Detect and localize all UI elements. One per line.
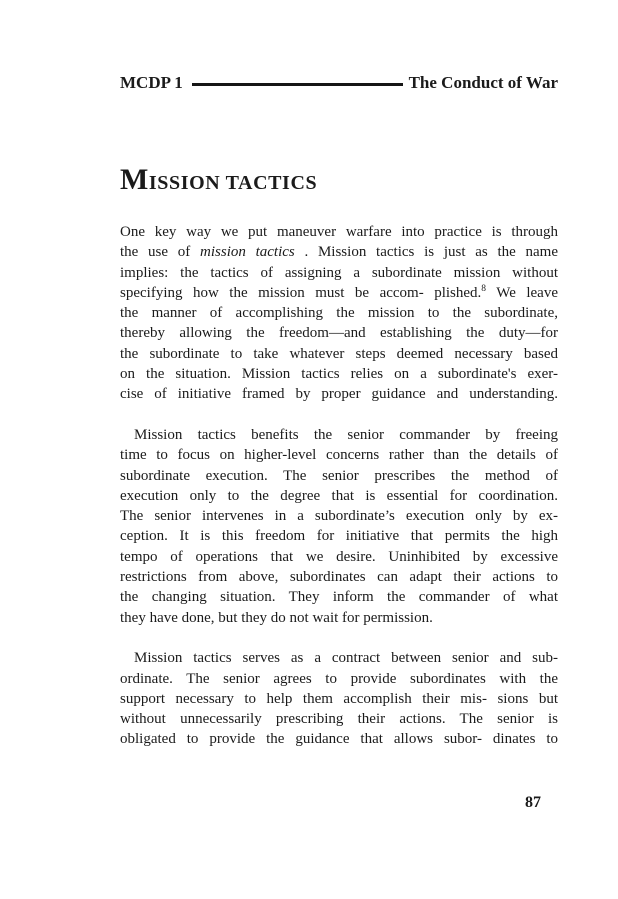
text-line: ordinate. The senior agrees to provide subordinates with the [120, 670, 558, 687]
text-line: the changing situation. They inform the commander of what [120, 589, 558, 606]
page-number: 87 [525, 794, 541, 811]
text-line: ception. It is this freedom for initiative that permits the high [120, 528, 558, 545]
paragraph [120, 648, 558, 749]
text-line: execution only to the degree that is essential for coordination. [120, 487, 558, 504]
text-line: the subordinate to take whatever steps deemed necessary based [120, 345, 558, 362]
section-heading-initial: M [120, 163, 149, 196]
text-line: support necessary to help them accomplish their mis- sions but [120, 690, 558, 707]
text-line: implies: the tactics of assigning a subordinate mission without [120, 264, 558, 281]
text-line: tempo of operations that we desire. Uninhibited by excessive [120, 548, 558, 565]
paragraph [120, 222, 558, 405]
running-header [120, 72, 558, 94]
text-line: specifying how the mission must be accom- plished.$^8$ We leave [120, 283, 558, 301]
text-line: restrictions from above, subordinates can adapt their actions to [120, 569, 558, 586]
header-chapter-title: The Conduct of War [408, 73, 558, 92]
text-line: Mission tactics benefits the senior commander by freeing [134, 426, 558, 443]
text-line: without unnecessarily prescribing their actions. The senior is [120, 711, 558, 728]
text-line: thereby allowing the freedom—and establishing the duty—for [120, 325, 558, 342]
header-rule [192, 83, 403, 86]
section-heading-text: ISSION TACTICS [148, 172, 318, 194]
text-line: obligated to provide the guidance that allows subor- dinates to [120, 731, 558, 748]
text-line: The senior intervenes in a subordinate’s execution only by ex- [120, 508, 558, 525]
section-heading [120, 163, 317, 197]
text-line: the use of mission tactics . Mission tactics is just as the name [120, 244, 558, 261]
text-line: subordinate execution. The senior prescribes the method of [120, 467, 558, 484]
paragraph [120, 425, 558, 628]
text-line: Mission tactics serves as a contract between senior and sub- [134, 650, 558, 667]
text-line: time to focus on higher-level concerns rather than the details of [120, 447, 558, 464]
text-line: One key way we put maneuver warfare into practice is through [120, 224, 558, 240]
text-line: the manner of accomplishing the mission to the subordinate, [120, 305, 558, 322]
footnote-reference: 8 [481, 283, 487, 294]
text-line: cise of initiative framed by proper guidance and understanding. [120, 386, 558, 403]
text-line: they have done, but they do not wait for permission. [120, 609, 433, 626]
body-text [120, 222, 558, 750]
text-line: on the situation. Mission tactics relies on a subordinate's exer- [120, 366, 558, 383]
header-publication-label: MCDP 1 [120, 73, 183, 92]
